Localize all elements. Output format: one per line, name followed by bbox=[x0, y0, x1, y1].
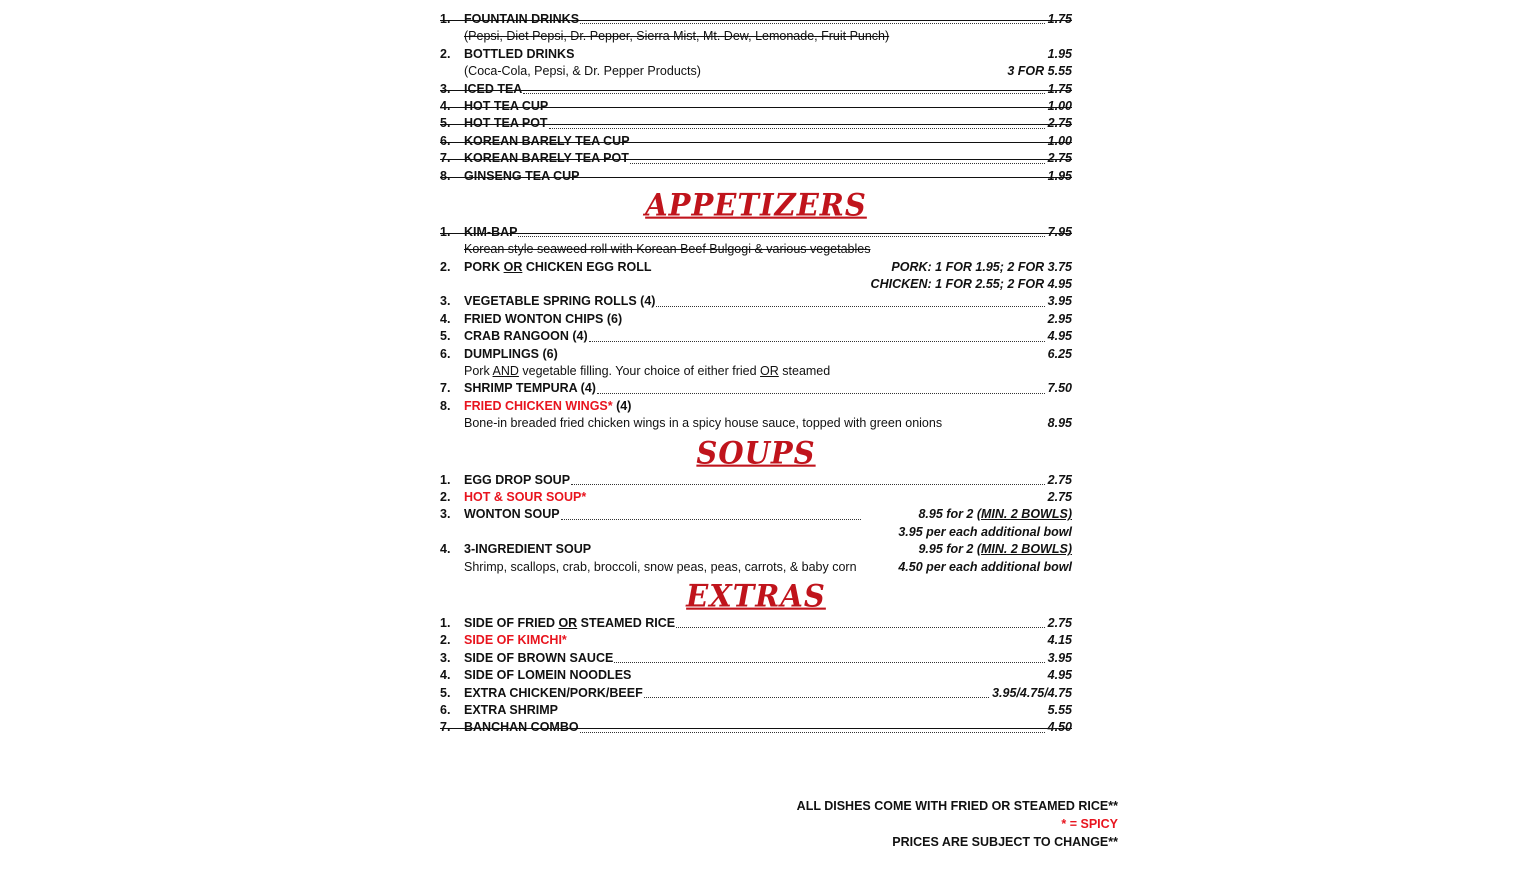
item-price: 1.95 bbox=[1047, 46, 1072, 61]
footer-price-note: PRICES ARE SUBJECT TO CHANGE** bbox=[892, 835, 1118, 849]
item-number: 8. bbox=[440, 168, 451, 183]
item-price: 4.50 bbox=[1047, 720, 1072, 735]
item-number: 2. bbox=[440, 46, 451, 61]
leader-dots bbox=[630, 163, 1045, 164]
leader-dots bbox=[518, 236, 1044, 237]
item-price: 9.95 for 2 (MIN. 2 BOWLS) bbox=[918, 542, 1072, 557]
menu-item-description bbox=[440, 559, 1072, 576]
menu-item-side-rice bbox=[440, 615, 1072, 632]
menu-item-barley-tea-cup bbox=[440, 133, 1072, 150]
item-number: 3. bbox=[440, 294, 451, 309]
item-number: 1. bbox=[440, 224, 451, 239]
leader-dots bbox=[580, 732, 1045, 733]
item-price: 2.75 bbox=[1047, 489, 1072, 504]
item-number: 7. bbox=[440, 151, 451, 166]
item-name: EXTRA CHICKEN/PORK/BEEF bbox=[464, 685, 643, 700]
item-price-deal: 3 FOR 5.55 bbox=[1007, 64, 1072, 79]
item-price: 8.95 bbox=[1047, 416, 1072, 431]
leader-dots bbox=[580, 23, 1045, 24]
item-number: 2. bbox=[440, 489, 451, 504]
item-name: ICED TEA bbox=[464, 81, 523, 96]
item-price: 3.95/4.75/4.75 bbox=[992, 685, 1072, 700]
item-price: 1.75 bbox=[1047, 12, 1072, 26]
menu-item-shrimp-tempura bbox=[440, 380, 1072, 397]
item-name: EGG DROP SOUP bbox=[464, 472, 571, 487]
item-name: DUMPLINGS (6) bbox=[464, 346, 558, 361]
menu-item-brown-sauce bbox=[440, 650, 1072, 667]
leader-dots bbox=[644, 697, 989, 698]
item-number: 6. bbox=[440, 133, 451, 148]
menu-item-crab-rangoon bbox=[440, 328, 1072, 345]
item-number: 2. bbox=[440, 259, 451, 274]
leader-dots bbox=[676, 627, 1045, 628]
menu-item-bottled-drinks bbox=[440, 46, 1072, 63]
item-name: KOREAN BARELY TEA CUP bbox=[464, 133, 630, 148]
item-price: 8.95 for 2 (MIN. 2 BOWLS) bbox=[918, 507, 1072, 522]
footer-rice-note: ALL DISHES COME WITH FRIED OR STEAMED RICE** bbox=[796, 799, 1118, 813]
item-price: 4.95 bbox=[1047, 329, 1072, 344]
leader-dots bbox=[571, 484, 1045, 485]
item-price: 2.75 bbox=[1047, 472, 1072, 487]
menu-item-extra-meat bbox=[440, 685, 1072, 702]
item-name: CRAB RANGOON (4) bbox=[464, 329, 588, 344]
item-number: 3. bbox=[440, 650, 451, 665]
item-name: PORK OR CHICKEN EGG ROLL bbox=[464, 259, 652, 274]
item-number: 5. bbox=[440, 685, 451, 700]
leader-dots bbox=[589, 341, 1045, 342]
item-price: 2.75 bbox=[1047, 116, 1072, 131]
menu-item-3-ingredient-soup bbox=[440, 541, 1072, 558]
menu-item-hot-sour-soup bbox=[440, 489, 1072, 506]
menu-item-lomein-noodles bbox=[440, 667, 1072, 684]
item-number: 7. bbox=[440, 720, 451, 735]
item-name: FOUNTAIN DRINKS bbox=[464, 12, 580, 26]
item-name: SIDE OF LOMEIN NOODLES bbox=[464, 668, 632, 683]
item-description: (Pepsi, Diet Pepsi, Dr. Pepper, Sierra Mist, Mt. Dew, Lemonade, Fruit Punch) bbox=[464, 29, 890, 44]
item-price: 4.95 bbox=[1047, 668, 1072, 683]
menu-item-price-line bbox=[440, 524, 1072, 541]
menu-item-extra-shrimp bbox=[440, 702, 1072, 719]
item-number: 1. bbox=[440, 472, 451, 487]
menu-item-fountain-drinks bbox=[440, 11, 1072, 28]
item-name: VEGETABLE SPRING ROLLS (4) bbox=[464, 294, 656, 309]
item-price: 5.55 bbox=[1047, 702, 1072, 717]
item-name: SIDE OF BROWN SAUCE bbox=[464, 650, 614, 665]
menu-item-egg-roll bbox=[440, 259, 1072, 276]
item-name: EXTRA SHRIMP bbox=[464, 702, 558, 717]
leader-dots bbox=[549, 128, 1045, 129]
leader-dots bbox=[523, 93, 1044, 94]
item-number: 5. bbox=[440, 116, 451, 131]
section-title-appetizers: APPETIZERS bbox=[645, 187, 867, 223]
footer-spicy-legend: * = SPICY bbox=[1061, 817, 1118, 831]
item-price: 7.50 bbox=[1047, 381, 1072, 396]
item-price: 2.95 bbox=[1047, 311, 1072, 326]
item-number: 8. bbox=[440, 398, 451, 413]
leader-dots bbox=[597, 393, 1045, 394]
menu-item-banchan-combo bbox=[440, 719, 1072, 736]
menu-item-hot-tea-cup bbox=[440, 98, 1072, 115]
menu-item-spring-rolls bbox=[440, 293, 1072, 310]
item-name: KIM-BAP bbox=[464, 224, 518, 239]
item-price: 3.95 bbox=[1047, 294, 1072, 309]
menu-item-iced-tea bbox=[440, 81, 1072, 98]
item-name: FRIED CHICKEN WINGS* (4) bbox=[464, 398, 632, 413]
item-price: CHICKEN: 1 FOR 2.55; 2 FOR 4.95 bbox=[870, 277, 1072, 292]
item-price: 4.15 bbox=[1047, 633, 1072, 648]
item-name: 3-INGREDIENT SOUP bbox=[464, 542, 592, 557]
item-name: BOTTLED DRINKS bbox=[464, 46, 575, 61]
item-number: 6. bbox=[440, 702, 451, 717]
menu-item-description bbox=[440, 363, 1072, 380]
item-number: 2. bbox=[440, 633, 451, 648]
item-name: KOREAN BARELY TEA POT bbox=[464, 151, 629, 166]
menu-item-description bbox=[440, 241, 1072, 258]
menu-item-description bbox=[440, 28, 1072, 45]
section-title-soups: SOUPS bbox=[696, 434, 816, 471]
menu-item-wonton-soup bbox=[440, 506, 1072, 523]
item-number: 3. bbox=[440, 507, 451, 522]
leader-dots bbox=[656, 306, 1044, 307]
item-name: HOT TEA CUP bbox=[464, 98, 549, 113]
item-number: 6. bbox=[440, 346, 451, 361]
item-name: BANCHAN COMBO bbox=[464, 720, 579, 735]
item-description: Pork AND vegetable filling. Your choice of either fried OR steamed bbox=[464, 364, 831, 379]
item-number: 4. bbox=[440, 542, 451, 557]
item-name: FRIED WONTON CHIPS (6) bbox=[464, 311, 623, 326]
item-price: PORK: 1 FOR 1.95; 2 FOR 3.75 bbox=[891, 259, 1072, 274]
item-number: 4. bbox=[440, 668, 451, 683]
item-price: 6.25 bbox=[1047, 346, 1072, 361]
item-description: Bone-in breaded fried chicken wings in a spicy house sauce, topped with green onions bbox=[464, 416, 943, 431]
item-price: 1.75 bbox=[1047, 81, 1072, 96]
item-price: 3.95 bbox=[1047, 650, 1072, 665]
item-name: GINSENG TEA CUP bbox=[464, 168, 580, 183]
item-name: SIDE OF KIMCHI* bbox=[464, 633, 567, 648]
item-description: (Coca-Cola, Pepsi, & Dr. Pepper Products) bbox=[464, 64, 701, 79]
item-name: HOT & SOUR SOUP* bbox=[464, 489, 587, 504]
item-number: 4. bbox=[440, 98, 451, 113]
item-price: 3.95 per each additional bowl bbox=[898, 524, 1072, 539]
section-title-extras: EXTRAS bbox=[686, 578, 826, 614]
item-number: 4. bbox=[440, 311, 451, 326]
item-name: HOT TEA POT bbox=[464, 116, 548, 131]
item-name: SHRIMP TEMPURA (4) bbox=[464, 381, 596, 396]
menu-item-description bbox=[440, 415, 1072, 432]
item-number: 1. bbox=[440, 615, 451, 630]
menu-item-chicken-wings bbox=[440, 398, 1072, 415]
leader-dots bbox=[614, 662, 1044, 663]
menu-item-ginseng-tea-cup bbox=[440, 168, 1072, 185]
item-number: 7. bbox=[440, 381, 451, 396]
menu-item-hot-tea-pot bbox=[440, 115, 1072, 132]
item-price: 1.00 bbox=[1047, 133, 1072, 148]
menu-item-egg-drop-soup bbox=[440, 472, 1072, 489]
menu-item-price-line bbox=[440, 276, 1072, 293]
menu-item-barley-tea-pot bbox=[440, 150, 1072, 167]
item-number: 5. bbox=[440, 329, 451, 344]
item-description: Korean style seaweed roll with Korean Beef Bulgogi & various vegetables bbox=[464, 242, 871, 257]
item-name: WONTON SOUP bbox=[464, 507, 560, 522]
item-number: 1. bbox=[440, 12, 451, 26]
menu-item-kim-bap bbox=[440, 224, 1072, 241]
item-name: SIDE OF FRIED OR STEAMED RICE bbox=[464, 615, 676, 630]
item-description: Shrimp, scallops, crab, broccoli, snow peas, peas, carrots, & baby corn bbox=[464, 559, 857, 574]
item-price: 7.95 bbox=[1047, 224, 1072, 239]
item-number: 3. bbox=[440, 81, 451, 96]
menu-footer-notes bbox=[797, 797, 1118, 851]
menu-item-dumplings bbox=[440, 346, 1072, 363]
item-price: 1.00 bbox=[1047, 98, 1072, 113]
menu-item-side-kimchi bbox=[440, 632, 1072, 649]
leader-dots bbox=[561, 519, 861, 520]
menu-item-wonton-chips bbox=[440, 311, 1072, 328]
menu-item-description bbox=[440, 63, 1072, 80]
item-price: 1.95 bbox=[1047, 168, 1072, 183]
item-price: 2.75 bbox=[1047, 615, 1072, 630]
item-price: 4.50 per each additional bowl bbox=[898, 559, 1072, 574]
menu-document bbox=[440, 11, 1072, 737]
item-price: 2.75 bbox=[1047, 151, 1072, 166]
